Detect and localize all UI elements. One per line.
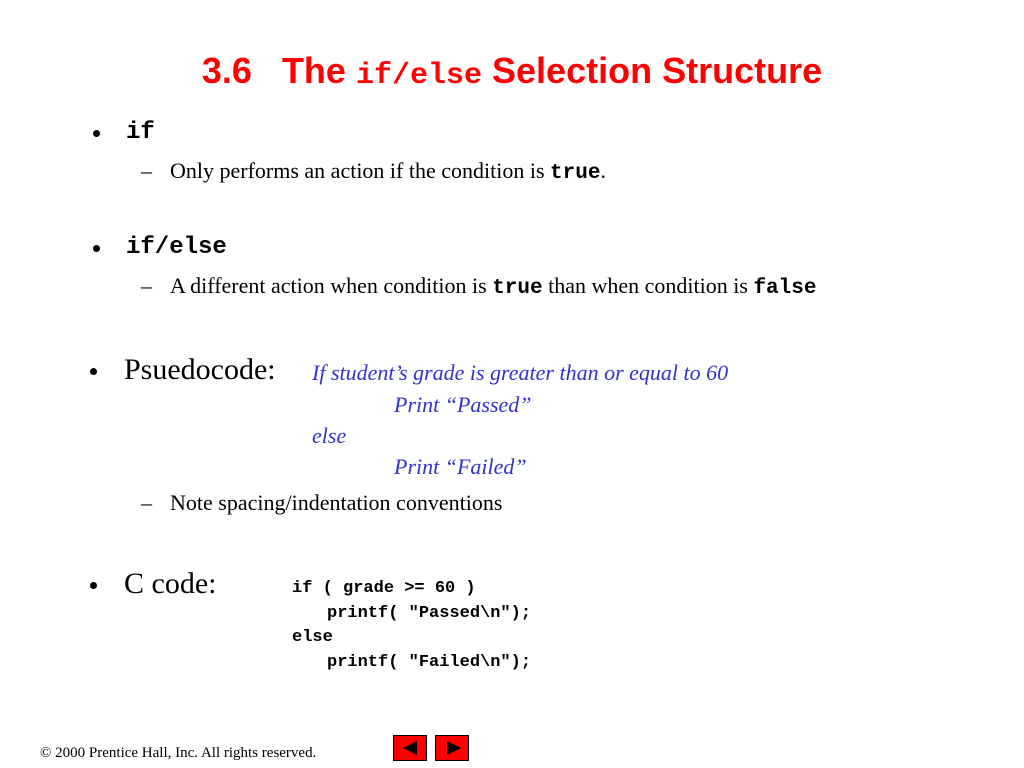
copyright-footer [40, 743, 316, 763]
title-prefix: The [281, 50, 346, 91]
bullet-if-description [170, 157, 606, 188]
pseudocode-line: else [312, 423, 347, 448]
desc-text: than when condition is [548, 273, 748, 298]
title-code: if/else [355, 59, 482, 93]
ccode-label: C code: [124, 567, 217, 600]
copyright-text: 2000 Prentice Hall, Inc. All rights reserved. [55, 745, 317, 761]
desc-code-true: true [492, 277, 543, 300]
desc-text: Only performs an action if the condition is [170, 158, 545, 183]
bullet-dot [93, 245, 100, 252]
title-suffix: Selection Structure [492, 50, 823, 91]
desc-code-true: true [550, 162, 601, 185]
pseudocode-line: Print “Passed” [394, 392, 532, 417]
copyright-icon: © [40, 745, 52, 761]
dash-marker: – [141, 490, 152, 515]
slide-title [0, 46, 1024, 101]
bullet-ifelse-description [170, 272, 816, 303]
code-line: printf( "Passed\n"); [327, 604, 532, 623]
bullet-dot [93, 130, 100, 137]
pseudocode-note: Note spacing/indentation conventions [170, 490, 503, 515]
pseudocode-label: Psuedocode: [124, 353, 276, 386]
dash-marker: – [141, 273, 152, 298]
bullet-ifelse-label: if/else [126, 234, 227, 261]
next-slide-button[interactable] [435, 735, 469, 761]
triangle-left-icon [403, 741, 417, 755]
dash-marker: – [141, 158, 152, 183]
bullet-dot [90, 582, 97, 589]
code-line: if ( grade >= 60 ) [292, 579, 476, 598]
desc-text: A different action when condition is [170, 273, 487, 298]
desc-period: . [600, 158, 606, 183]
section-number: 3.6 [201, 50, 252, 91]
desc-code-false: false [753, 277, 817, 300]
previous-slide-button[interactable] [393, 735, 427, 761]
pseudocode-line: Print “Failed” [394, 454, 527, 479]
code-line: printf( "Failed\n"); [327, 653, 532, 672]
triangle-right-icon [447, 741, 461, 755]
bullet-if-label: if [126, 119, 155, 146]
code-line: else [292, 628, 333, 647]
pseudocode-line: If student’s grade is greater than or equal to 60 [312, 360, 729, 385]
bullet-dot [90, 368, 97, 375]
